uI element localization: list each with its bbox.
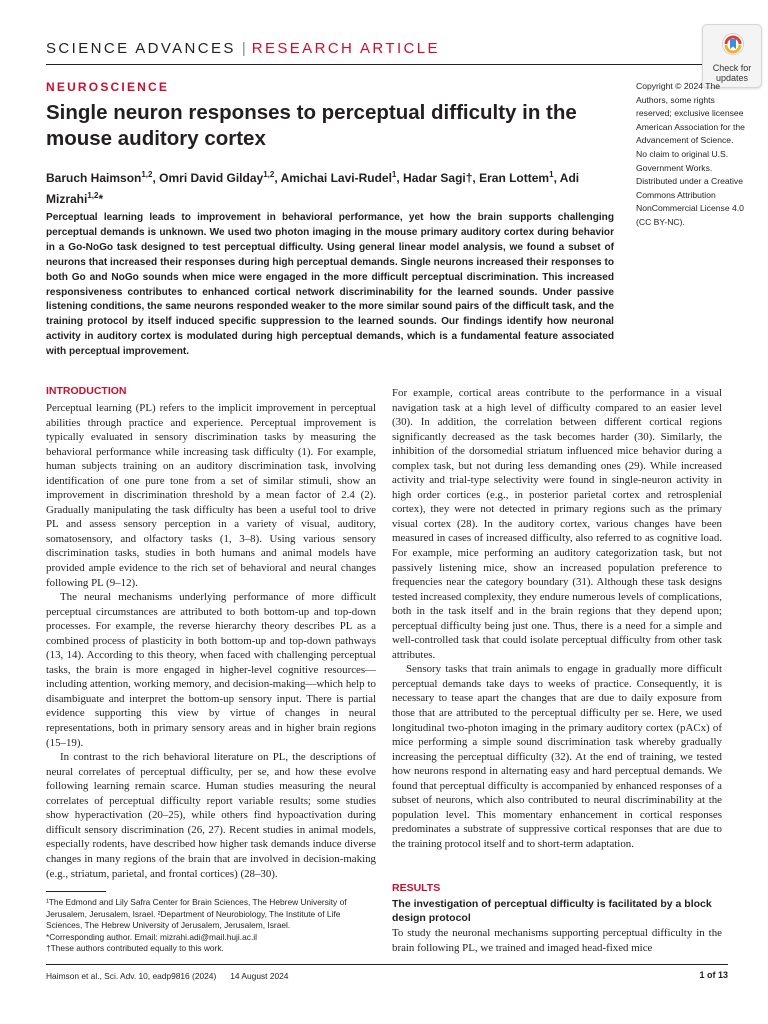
header-separator: | [241, 40, 246, 57]
author-affiliation: 1 [549, 170, 554, 179]
paragraph: For example, cortical areas contribute to the performance in a visual navigation task at a high level of difficulty compared to an easier level (30). In addition, the correlation between different cortical regions significantly decreased as the task becomes harder (30). Similarly, the inhibition of the dorsomedial striatum influenced mice behavior during a complex task, but not during less demanding ones (29). While increased activity and trial-type selectivity were found in single-neuron activity in high order cortices (e.g., in posterior parietal cortex and retrosplenial cortex), they were not detected in primary regions such as the primary visual cortex (28). In the auditory cortex, various changes have been measured in cases of increased difficulty, also referred to as cognitive load. For example, mice performing an auditory categorization task, but not passively listening mice, show an increased population preference to frequencies near the category boundary (31). Although these task designs tested increased complexity, they endure numerous levels of complications, both in the task itself and in the brain regions that they depend upon; perceptual difficulty being just one. Thus, there is a need for a simple and well-controlled task that could isolate perceptual difficulty from other task attributes. [392, 387, 722, 661]
results-heading: RESULTS [392, 882, 441, 894]
abstract: Perceptual learning leads to improvement in behavioral performance, yet how the brain supports challenging perceptual demands is unknown. We used two photon imaging in the mouse primary auditory cortex during behavior in a Go-NoGo task designed to test perceptual difficulty. Using general linear model analysis, we found a subset of neurons that increased their responses during high perceptual demands. Single neurons increased their responses to both Go and NoGo sounds when mice were engaged in the more difficult perceptual discrimination. This increased responsiveness contributes to enhanced cortical network discriminability for the learned sounds. Under passive listening conditions, the same neurons responded weaker to the more similar sound pairs of the difficult task, and the training protocol by itself induced specific suppression to the learned sounds. Our findings identify how neuronal activity in auditory cortex is modulated during high perceptual demands, which is a fundamental feature associated with perceptual improvement. [46, 212, 614, 358]
copyright-notice: Copyright © 2024 The Authors, some rights reserved; exclusive licensee American Association for the Advancement of Science. No claim to original U.S. Government Works. Distributed under a Creative Commons Attribution NonCommercial License 4.0 (CC BY-NC). [636, 81, 745, 227]
publication-date: 14 August 2024 [230, 971, 289, 981]
section-label: NEUROSCIENCE [46, 80, 170, 94]
author-separator: , [553, 171, 560, 185]
author-affiliation: 1,2 [87, 191, 99, 200]
introduction-heading: INTRODUCTION [46, 385, 127, 397]
results-subheading: The investigation of perceptual difficulty is facilitated by a block design protocol [392, 898, 712, 924]
results-paragraph [392, 926, 722, 955]
citation-footer [46, 971, 288, 981]
author-affiliation: 1,2 [263, 170, 275, 179]
check-for-updates-badge[interactable] [702, 24, 762, 88]
author-affiliation: 1,2 [141, 170, 153, 179]
header-divider [46, 64, 728, 65]
author-separator: , [396, 171, 404, 185]
author-affiliation: 1 [391, 170, 397, 179]
citation: Haimson et al., Sci. Adv. 10, eadp9816 (2024) [46, 971, 217, 981]
author-name: Hadar Sagi† [403, 171, 473, 185]
author [479, 171, 560, 185]
author-name: Adi Mizrahi [46, 171, 580, 206]
author-separator: , [472, 171, 480, 185]
author-separator: * [98, 192, 104, 206]
author [281, 171, 403, 185]
footnote-divider [46, 891, 106, 892]
author [46, 171, 159, 185]
corresponding-author: *Corresponding author. Email: mizrahi.adi@mail.huji.ac.il [46, 931, 257, 942]
badge-label: Check for updates [712, 63, 752, 83]
equal-contribution-note: †These authors contributed equally to this work. [46, 943, 224, 954]
page-number: 1 of 13 [699, 970, 728, 980]
article-title: Single neuron responses to perceptual difficulty in the mouse auditory cortex [46, 101, 577, 150]
right-column [392, 386, 722, 852]
author-name: Amichai Lavi-Rudel [280, 171, 392, 185]
paragraph: In contrast to the rich behavioral literature on PL, the descriptions of neural correlates of perceptual difficulty, per se, and how these evolve following learning remain scarce. Human studies measuring the neural correlates of perceptual difficulty report variable results; some studies show hyperactivation (20–25), while others find hypoactivation during difficult sensory discrimination (26, 27). Recent studies in animal models, especially rodents, have described how higher task demands induce diverse changes in many regions of the brain that are involved in decision-making (e.g., striatum, parietal, and frontal cortices) (28–30). [46, 751, 376, 880]
author-separator: , [152, 171, 160, 185]
author-list [46, 166, 616, 208]
footer-divider [46, 964, 728, 965]
paragraph: The neural mechanisms underlying performance of more difficult perceptual circumstances are attributed to both bottom-up and top-down processes. For example, the reverse hierarchy theory describes PL as a combined process of plasticity in both bottom-up and top-down pathways (13, 14). According to this theory, when faced with challenging perceptual tasks, the brain is more engaged in higher-level cognitive resources—including attention, working memory, and decision-making—which help to disambiguate and interpret the bottom-up sensory input. There is partial evidence supporting this view by virtue of changes in neural representations, both in primary sensory areas and in higher brain regions (15–19). [46, 591, 376, 749]
crossmark-icon [722, 33, 744, 55]
footnotes [46, 897, 376, 955]
author-name: Baruch Haimson [46, 171, 142, 185]
article-type: RESEARCH ARTICLE [251, 40, 440, 57]
author-name: Eran Lottem [479, 171, 550, 185]
author-separator: , [274, 171, 281, 185]
author-name: Omri David Gilday [159, 171, 264, 185]
paragraph: Sensory tasks that train animals to engage in gradually more difficult perceptual demands take days to weeks of practice. Consequently, it is necessary to tease apart the changes that are due to daily exposure from those that are attributed to the perceptual difficulty per se. Here, we used longitudinal two-photon imaging in the primary auditory cortex (pACx) of mice performing a simple sound discrimination task whereby gradually increasing the perceptual difficulty (32). At the end of training, we tested how neurons respond in alternating easy and hard perceptual demands. We found that perceptual difficulty is accompanied by enhanced responses of a subset of neurons, which also contributed to neural discriminability at the population level. This momentary enhancement in cortical responses predominates a substrate of suppressive cortical responses that are due to the training protocol itself and to short-term adaptation. [392, 663, 722, 850]
journal-header [46, 40, 440, 57]
paragraph: Perceptual learning (PL) refers to the implicit improvement in perceptual abilities through practice and experience. Perceptual improvement is typically evaluated in sensory discrimination tasks by measuring the behavioral performance while increasing task difficulty (1). For example, human subjects training on an auditory discrimination task, involving identification of one pure tone from a set of similar stimuli, show an improvement in discrimination threshold by a mean factor of 2.4 (2). Gradually manipulating the task difficulty has been a useful tool to drive PL and assess sensory perception in a variety of visual, auditory, somatosensory, and olfactory tasks (1, 3–8). Using various sensory discrimination tasks, studies in both humans and animal models have provided ample evidence to the rich set of behavioral and neural changes following PL (9–12). [46, 402, 376, 589]
left-column [46, 401, 376, 881]
affiliations: ¹The Edmond and Lily Safra Center for Brain Sciences, The Hebrew University of Jerusalem, Jerusalem, Israel. ²Department of Neurobiology, The Institute of Life Sciences, The Hebrew University of Jerusalem, Jerusalem, Israel. [46, 897, 347, 931]
paragraph: To study the neuronal mechanisms supporting perceptual difficulty in the brain following PL, we trained and imaged head-fixed mice [392, 927, 722, 954]
author [159, 171, 280, 185]
author [403, 171, 479, 185]
journal-name: SCIENCE ADVANCES [46, 40, 236, 57]
